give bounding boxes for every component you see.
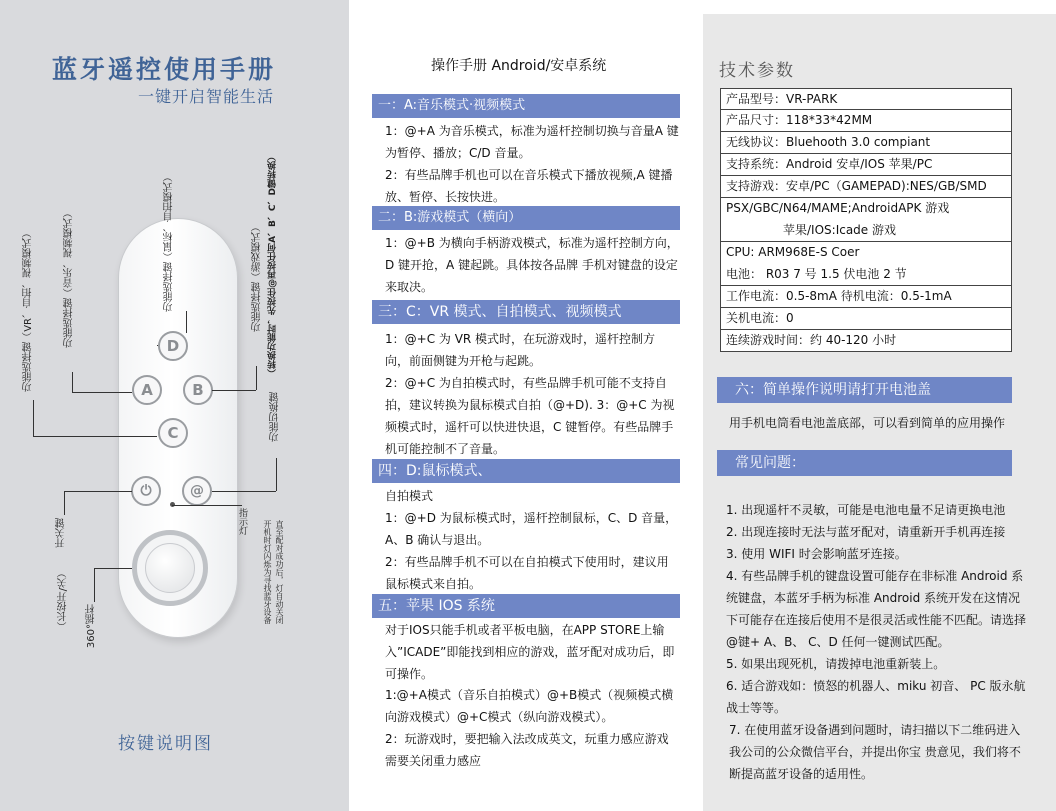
faq-item: 1. 出现遥杆不灵敏，可能是电池电量不足请更换电池 <box>726 503 1006 517</box>
button-diagram-panel <box>0 0 349 811</box>
spec-row: 产品尺寸：118*33*42MM <box>720 110 1012 132</box>
spec-table <box>720 88 1012 352</box>
spec-row: 无线协议：Bluehooth 3.0 compiant <box>720 132 1012 154</box>
battery-instruction: 用手机电筒看电池盖底部，可以看到简单的应用操作 <box>729 416 1006 430</box>
spec-row: 连续游戏时间：约 40-120 小时 <box>720 330 1012 352</box>
leader-line-a-v <box>72 372 73 392</box>
button-c: C <box>158 418 188 448</box>
at-switch-icon: @ <box>182 476 212 506</box>
section-music-para-1: 1：@+A 为音乐模式，标准为遥杆控制切换与音量A 键为暂停、播放；C/D 音量。 <box>385 124 679 160</box>
power-icon: ⏻ <box>131 476 161 506</box>
button-b: B <box>183 375 213 405</box>
manual-title: 蓝牙遥控使用手册 <box>52 55 277 84</box>
faq-item: 7. 在使用蓝牙设备遇到问题时，请扫描以下二维码进入我公司的公众微信平台，并提出你宝 贵意见，我们将不断提高蓝牙设备的适用性。 <box>729 723 1021 781</box>
label-music-select: 功能选择键（音乐、视频模式） <box>64 208 75 348</box>
section-game-para-1: 1：@+B 为横向手柄游戏模式，标准为遥杆控制方向，D 键开抢，A 键起跳。具体按各品牌 手机对键盘的设定来取决。 <box>385 236 679 294</box>
section-heading-battery: 六：简单操作说明请打开电池盖 <box>717 377 1012 403</box>
label-power-note: （长按开/关） <box>58 568 69 632</box>
leader-line-power-v <box>64 491 65 515</box>
faq-item: 6. 适合游戏如：愤怒的机器人、miku 初音、 PC 版永航战士等等。 <box>726 679 1026 715</box>
label-indicator: 指示灯 <box>237 508 247 535</box>
section-mouse-para-2: 2：有些品牌手机不可以在自拍模式下使用时，建议用鼠标模式来自拍。 <box>385 555 669 591</box>
button-a: A <box>132 375 162 405</box>
spec-row: 关机电流：0 <box>720 308 1012 330</box>
leader-line-switch-v <box>276 458 277 491</box>
leader-line-joystick-v <box>94 568 95 602</box>
faq-heading: 常见问题： <box>717 450 1012 476</box>
section-heading-mouse: 四：D:鼠标模式、 <box>372 459 680 483</box>
leader-line-switch <box>212 491 276 492</box>
label-indicator-note2: 直至配对成功后，灯自动关闭 <box>275 520 284 624</box>
spec-row: 支持系统：Android 安卓/IOS 苹果/PC <box>720 154 1012 176</box>
section-heading-ios: 五：苹果 IOS 系统 <box>372 594 680 618</box>
android-manual-panel <box>349 0 703 811</box>
joystick <box>132 530 208 606</box>
specs-panel <box>703 14 1056 811</box>
section-vr-para-1: 1：@+C 为 VR 模式时，在玩游戏时，遥杆控制方向，前面侧键为开枪与起跳。 <box>385 332 656 368</box>
leader-line-indicator <box>172 505 242 506</box>
leader-line-a <box>72 392 132 393</box>
spec-row: 苹果/IOS:Icade 游戏 <box>720 220 1012 242</box>
leader-line-d-v <box>186 311 187 333</box>
leader-line-c <box>33 436 157 437</box>
section-heading-music: 一：A:音乐模式·视频模式 <box>372 94 680 118</box>
leader-line-joystick <box>94 568 132 569</box>
section-ios-para-2: 1:@+A模式（音乐自拍模式）@+B模式（视频模式横向游戏模式）@+C模式（纵向游戏模式）。 <box>385 688 674 724</box>
section-heading-game: 二：B:游戏模式（横向） <box>372 206 680 230</box>
faq-item: 3. 使用 WIFI 时会影响蓝牙连接。 <box>726 547 907 561</box>
section-ios-para-1: 对于IOS只能手机或者平板电脑，在APP STORE上输入”ICADE”即能找到相应的游戏，蓝牙配对成功后，即可操作。 <box>385 623 675 681</box>
spec-title: 技术参数 <box>719 61 795 81</box>
faq-item: 2. 出现连接时无法与蓝牙配对，请重新开手机再连接 <box>726 525 1006 539</box>
spec-row: 工作电流：0.5-8mA 待机电流：0.5-1mA <box>720 286 1012 308</box>
label-indicator-note1: 开机时灯闪烁为寻找蓝牙设备 <box>263 520 272 624</box>
section-ios-para-3: 2：玩游戏时，要把输入法改成英文，玩重力感应游戏需要关闭重力感应 <box>385 732 669 768</box>
label-game-select: 功能选择键（游戏模式） <box>252 222 263 332</box>
faq-item: 4. 有些品牌手机的键盘设置可能存在非标准 Android 系统键盘，本蓝牙手柄为标准 Android 系统开发在这情况下可能存在连接后使用不是很灵活或性能不匹配。请选择@键+ A、B、 C、D 任何一键测试匹配。 <box>726 569 1027 649</box>
leader-line-d <box>157 345 158 346</box>
label-switch-note: （转换功能时，先按住@再按任何A、B、C、D键转换） <box>268 152 278 378</box>
label-power: 开关键 <box>56 518 67 548</box>
section-mouse-para-1: 1：@+D 为鼠标模式时，遥杆控制鼠标，C、D 音量，A、B 确认与退出。 <box>385 511 678 547</box>
leader-line-c-v <box>33 400 34 436</box>
spec-row: 电池： R03 7 号 1.5 伏电池 2 节 <box>720 264 1012 286</box>
label-vr-select: 功能选择键（VR、自拍、视频模式） <box>23 228 34 392</box>
button-d: D <box>158 331 188 361</box>
spec-row: PSX/GBC/N64/MAME;AndroidAPK 游戏 <box>720 198 1012 220</box>
section-mouse-para-0: 自拍模式 <box>385 489 434 503</box>
manual-subtitle: 一键开启智能生活 <box>138 87 275 106</box>
diagram-caption: 按键说明图 <box>118 734 213 754</box>
spec-row: 支持游戏：安卓/PC（GAMEPAD):NES/GB/SMD <box>720 176 1012 198</box>
spec-row: 产品型号：VR-PARK <box>720 88 1012 110</box>
leader-line-power <box>64 491 132 492</box>
section-heading-vr: 三：C：VR 模式、自拍模式、视频模式 <box>372 300 680 324</box>
label-mouse-select: 功能选择键（鼠标、自拍模式） <box>164 172 175 312</box>
section-music-para-2: 2：有些品牌手机也可以在音乐模式下播放视频,A 键播放、暂停、长按快进。 <box>385 168 673 204</box>
joystick-cap <box>145 543 195 593</box>
android-manual-title: 操作手册 Android/安卓系统 <box>431 58 607 74</box>
label-switch: 功能切换键 <box>270 392 281 442</box>
spec-row: CPU: ARM968E-S Coer <box>720 242 1012 264</box>
faq-item: 5. 如果出现死机，请拨掉电池重新装上。 <box>726 657 946 671</box>
label-joystick: 360°摇杆 <box>86 604 97 649</box>
leader-line-b <box>212 390 256 391</box>
leader-line-b-v <box>256 366 257 390</box>
section-vr-para-2: 2：@+C 为自拍模式时，有些品牌手机可能不支持自拍，建议转换为鼠标模式自拍（@+D). 3：@+C 为视频模式时，遥杆可以快进快退，C 键暂停。有些品牌手机可能控制不了音量。 <box>385 376 675 456</box>
